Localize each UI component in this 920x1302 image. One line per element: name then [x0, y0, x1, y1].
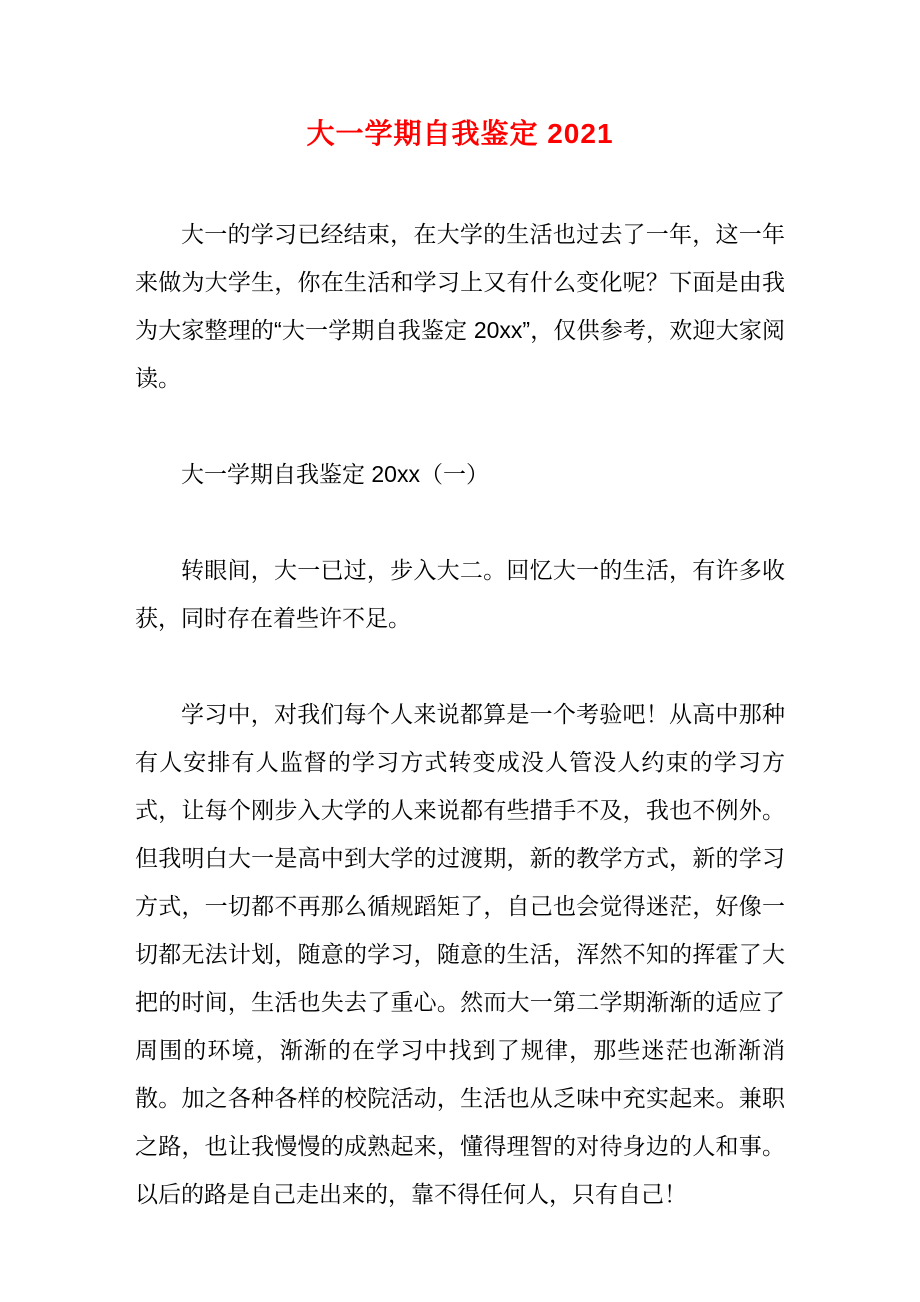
paragraph-intro: 大一的学习已经结束，在大学的生活也过去了一年，这一年来做为大学生，你在生活和学习上又有什么变化呢？下面是由我为大家整理的“大一学期自我鉴定 20xx”，仅供参考，欢迎大家阅读。	[135, 221, 785, 391]
document-title: 大一学期自我鉴定 2021	[306, 118, 614, 149]
document-page	[135, 0, 785, 1218]
paragraph-body: 学习中，对我们每个人来说都算是一个考验吧！从高中那种有人安排有人监督的学习方式转变成没人管没人约束的学习方式，让每个刚步入大学的人来说都有些措手不及，我也不例外。但我明白大一是高中到大学的过渡期，新的教学方式，新的学习方式，一切都不再那么循规蹈矩了，自己也会觉得迷茫，好像一切都无法计划，随意的学习，随意的生活，浑然不知的挥霍了大把的时间，生活也失去了重心。然而大一第二学期渐渐的适应了周围的环境，渐渐的在学习中找到了规律，那些迷茫也渐渐消散。加之各种各样的校院活动，生活也从乏味中充实起来。兼职之路，也让我慢慢的成熟起来，懂得理智的对待身边的人和事。以后的路是自己走出来的，靠不得任何人，只有自己！	[135, 701, 785, 1207]
paragraph-overview: 转眼间，大一已过，步入大二。回忆大一的生活，有许多收获，同时存在着些许不足。	[135, 557, 785, 631]
paragraph-section-heading: 大一学期自我鉴定 20xx（一）	[181, 461, 489, 487]
